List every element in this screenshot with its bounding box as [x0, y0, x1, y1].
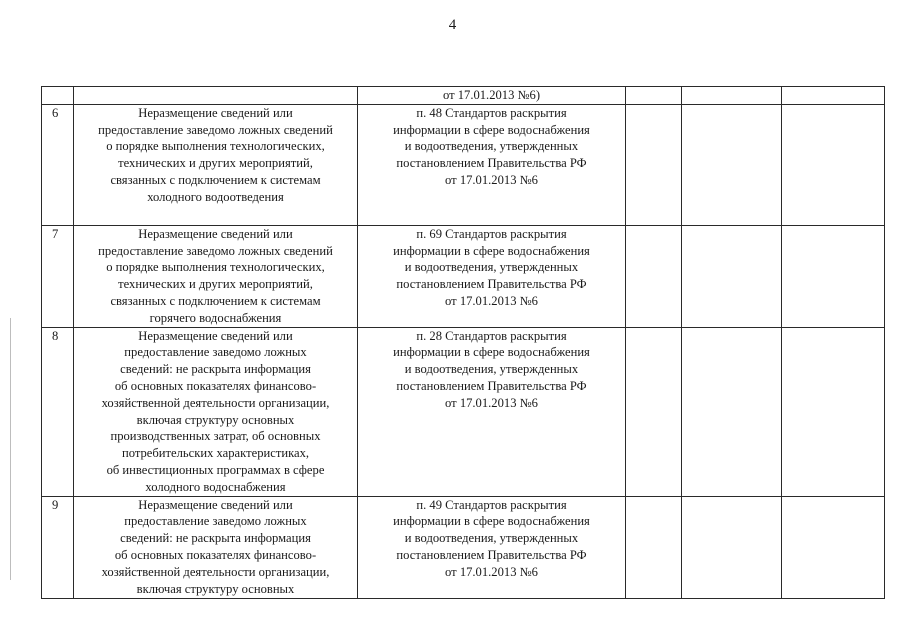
cell-reference: [358, 225, 626, 327]
cell-description-line: технических и других мероприятий,: [118, 156, 313, 171]
cell-empty: [682, 104, 782, 225]
cell-description-line: о порядке выполнения технологических,: [106, 260, 325, 275]
cell-number: [42, 87, 74, 105]
cell-number: 9: [42, 496, 74, 598]
cell-reference-line: информации в сфере водоснабжения: [393, 122, 590, 137]
cell-empty: [682, 327, 782, 496]
cell-empty: [782, 225, 885, 327]
violations-table: [41, 86, 885, 599]
cell-reference-line: от 17.01.2013 №6): [442, 88, 541, 102]
cell-description-line: технических и других мероприятий,: [118, 277, 313, 292]
cell-reference-line: постановлением Правительства РФ: [396, 378, 587, 393]
cell-description-line: о порядке выполнения технологических,: [106, 139, 325, 154]
cell-empty: [682, 225, 782, 327]
cell-number: 7: [42, 225, 74, 327]
cell-description: [74, 496, 358, 598]
cell-reference-line: п. 28 Стандартов раскрытия: [416, 328, 567, 343]
cell-reference-line: информации в сфере водоснабжения: [393, 243, 590, 258]
cell-description-line: предоставление заведомо ложных: [124, 514, 307, 529]
cell-description-line: горячего водоснабжения: [149, 310, 282, 325]
cell-empty: [626, 327, 682, 496]
cell-reference-line: постановлением Правительства РФ: [396, 277, 587, 292]
cell-description-line: производственных затрат, об основных: [110, 429, 321, 444]
cell-description-line: предоставление заведомо ложных сведений: [98, 243, 333, 258]
page-number: 4: [448, 17, 457, 33]
cell-description-line: предоставление заведомо ложных сведений: [98, 122, 333, 137]
cell-number: 6: [42, 104, 74, 225]
cell-reference-line: от 17.01.2013 №6: [445, 564, 538, 579]
cell-description-line: связанных с подключением к системам: [110, 293, 321, 308]
cell-empty: [626, 496, 682, 598]
cell-reference-line: и водоотведения, утвержденных: [404, 260, 579, 275]
cell-description-line: Неразмещение сведений или: [138, 105, 293, 120]
scan-margin-line: [10, 318, 11, 580]
cell-description-line: Неразмещение сведений или: [138, 328, 293, 343]
cell-reference: [358, 87, 626, 105]
cell-reference-line: от 17.01.2013 №6: [445, 395, 538, 410]
table-row: [42, 225, 885, 327]
cell-reference: [358, 496, 626, 598]
cell-description-line: об инвестиционных программах в сфере: [106, 462, 325, 477]
cell-empty: [626, 225, 682, 327]
cell-empty: [782, 327, 885, 496]
cell-description-line: связанных с подключением к системам: [110, 172, 321, 187]
cell-description-line: об основных показателях финансово-: [114, 378, 317, 393]
cell-description-line: потребительских характеристиках,: [121, 446, 310, 461]
cell-empty: [782, 496, 885, 598]
table-row: [42, 496, 885, 598]
cell-empty: [626, 87, 682, 105]
cell-description-line: Неразмещение сведений или: [138, 226, 293, 241]
cell-reference-line: п. 48 Стандартов раскрытия: [416, 105, 567, 120]
cell-reference-line: и водоотведения, утвержденных: [404, 531, 579, 546]
cell-description-line: включая структуру основных: [136, 581, 295, 596]
cell-description-line: хозяйственной деятельности организации,: [101, 564, 330, 579]
cell-reference-line: п. 49 Стандартов раскрытия: [416, 497, 567, 512]
cell-reference-line: и водоотведения, утвержденных: [404, 139, 579, 154]
cell-reference-line: постановлением Правительства РФ: [396, 547, 587, 562]
cell-description-line: холодного водоснабжения: [145, 479, 286, 494]
cell-description: [74, 327, 358, 496]
cell-description-line: об основных показателях финансово-: [114, 547, 317, 562]
cell-reference-line: информации в сфере водоснабжения: [393, 345, 590, 360]
cell-reference-line: постановлением Правительства РФ: [396, 156, 587, 171]
cell-reference-line: п. 69 Стандартов раскрытия: [416, 226, 567, 241]
cell-description: [74, 87, 358, 105]
cell-empty: [626, 104, 682, 225]
cell-description-line: Неразмещение сведений или: [138, 497, 293, 512]
table-body: [42, 87, 885, 599]
cell-reference-line: информации в сфере водоснабжения: [393, 514, 590, 529]
cell-reference-line: от 17.01.2013 №6: [445, 172, 538, 187]
cell-empty: [782, 87, 885, 105]
cell-description-line: включая структуру основных: [136, 412, 295, 427]
cell-description-line: предоставление заведомо ложных: [124, 345, 307, 360]
table-row-continuation: [42, 87, 885, 105]
table-row: [42, 104, 885, 225]
cell-description: [74, 104, 358, 225]
cell-empty: [782, 104, 885, 225]
cell-reference: [358, 104, 626, 225]
cell-description-line: сведений: не раскрыта информация: [120, 531, 311, 546]
cell-description-line: сведений: не раскрыта информация: [120, 362, 311, 377]
cell-description: [74, 225, 358, 327]
cell-description-line: хозяйственной деятельности организации,: [101, 395, 330, 410]
cell-description-line: холодного водоотведения: [147, 189, 284, 204]
cell-reference-line: и водоотведения, утвержденных: [404, 362, 579, 377]
cell-empty: [682, 87, 782, 105]
cell-number: 8: [42, 327, 74, 496]
cell-reference: [358, 327, 626, 496]
cell-empty: [682, 496, 782, 598]
cell-reference-line: от 17.01.2013 №6: [445, 293, 538, 308]
table-row: [42, 327, 885, 496]
